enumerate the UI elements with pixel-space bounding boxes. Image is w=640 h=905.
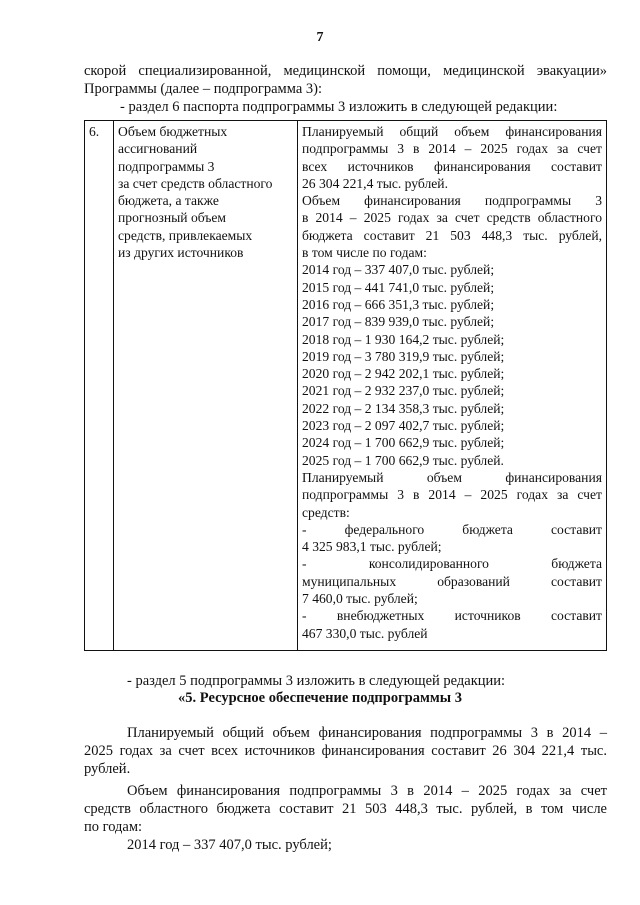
content-line: 2015 год – 441 741,0 тыс. рублей; — [302, 279, 495, 295]
content-line: 26 304 221,4 тыс. рублей. — [302, 175, 448, 191]
p1-line-2: 2025 годах за счет всех источников финансирования составит 26 304 221,4 тыс. — [84, 743, 607, 759]
content-line: - консолидированного бюджета — [302, 556, 602, 572]
content-line: всех источников финансирования составит — [302, 158, 602, 174]
content-line: Планируемый общий объем финансирования — [302, 124, 602, 139]
content-line: 2023 год – 2 097 402,7 тыс. рублей; — [302, 418, 505, 434]
content-line: бюджета составит 21 503 448,3 тыс. рублей, — [302, 227, 602, 243]
content-line: Объем финансирования подпрограммы 3 — [302, 193, 602, 209]
content-line: - внебюджетных источников составит — [302, 608, 602, 624]
content-line: 4 325 983,1 тыс. рублей; — [302, 539, 442, 555]
name-line: за счет средств областного — [118, 175, 273, 191]
content-line: подпрограммы 3 в 2014 – 2025 годах за счет — [302, 487, 602, 503]
content-line: 467 330,0 тыс. рублей — [302, 625, 428, 641]
intro-line-3: - раздел 6 паспорта подпрограммы 3 изложить в следующей редакции: — [120, 99, 558, 115]
name-line: бюджета, а также — [118, 193, 219, 209]
name-line: ассигнований — [118, 141, 198, 157]
row-name-cell — [114, 121, 298, 651]
content-line: 2021 год – 2 932 237,0 тыс. рублей; — [302, 383, 505, 399]
section5-heading: «5. Ресурсное обеспечение подпрограммы 3 — [178, 690, 462, 706]
section5-intro: - раздел 5 подпрограммы 3 изложить в следующей редакции: — [127, 673, 506, 689]
intro-line-1: скорой специализированной, медицинской помощи, медицинской эвакуации» — [84, 63, 607, 79]
content-line: 2016 год – 666 351,3 тыс. рублей; — [302, 296, 495, 312]
page-number: 7 — [316, 30, 324, 45]
p2-line-1: Объем финансирования подпрограммы 3 в 2014 – 2025 годах за счет — [127, 783, 607, 799]
row-number: 6. — [89, 124, 100, 139]
content-line: 7 460,0 тыс. рублей; — [302, 591, 418, 607]
p3-line-1: 2014 год – 337 407,0 тыс. рублей; — [127, 837, 332, 853]
row-content-cell — [298, 121, 607, 651]
content-line: в 2014 – 2025 годах за счет средств областного — [302, 210, 602, 226]
passport-table — [84, 120, 607, 651]
content-line: средств: — [302, 504, 350, 520]
content-line: 2024 год – 1 700 662,9 тыс. рублей; — [302, 435, 505, 451]
name-line: Объем бюджетных — [118, 124, 228, 139]
p1-line-3: рублей. — [84, 761, 131, 777]
content-line: 2025 год – 1 700 662,9 тыс. рублей. — [302, 452, 504, 468]
name-line: подпрограммы 3 — [118, 158, 215, 174]
content-line: в том числе по годам: — [302, 245, 427, 261]
content-line: 2020 год – 2 942 202,1 тыс. рублей; — [302, 366, 505, 382]
name-line: средств, привлекаемых — [118, 227, 253, 243]
name-line: прогнозный объем — [118, 210, 227, 226]
content-line: 2019 год – 3 780 319,9 тыс. рублей; — [302, 348, 505, 364]
content-line: муниципальных образований составит — [302, 573, 602, 589]
content-line: подпрограммы 3 в 2014 – 2025 годах за счет — [302, 141, 602, 157]
intro-line-2: Программы (далее – подпрограмма 3): — [84, 81, 322, 97]
content-line: 2022 год – 2 134 358,3 тыс. рублей; — [302, 400, 505, 416]
content-line: 2017 год – 839 939,0 тыс. рублей; — [302, 314, 495, 330]
content-line: - федерального бюджета составит — [302, 521, 602, 537]
p1-line-1: Планируемый общий объем финансирования подпрограммы 3 в 2014 – — [127, 725, 607, 741]
content-line: 2014 год – 337 407,0 тыс. рублей; — [302, 262, 495, 278]
p2-line-3: по годам: — [84, 819, 143, 835]
row-number-cell — [85, 121, 114, 651]
content-line: Планируемый объем финансирования — [302, 469, 602, 485]
p2-line-2: средств областного бюджета составит 21 503 448,3 тыс. рублей, в том числе — [84, 801, 607, 817]
table-row — [85, 121, 607, 651]
content-line: 2018 год – 1 930 164,2 тыс. рублей; — [302, 331, 505, 347]
name-line: из других источников — [118, 245, 244, 261]
